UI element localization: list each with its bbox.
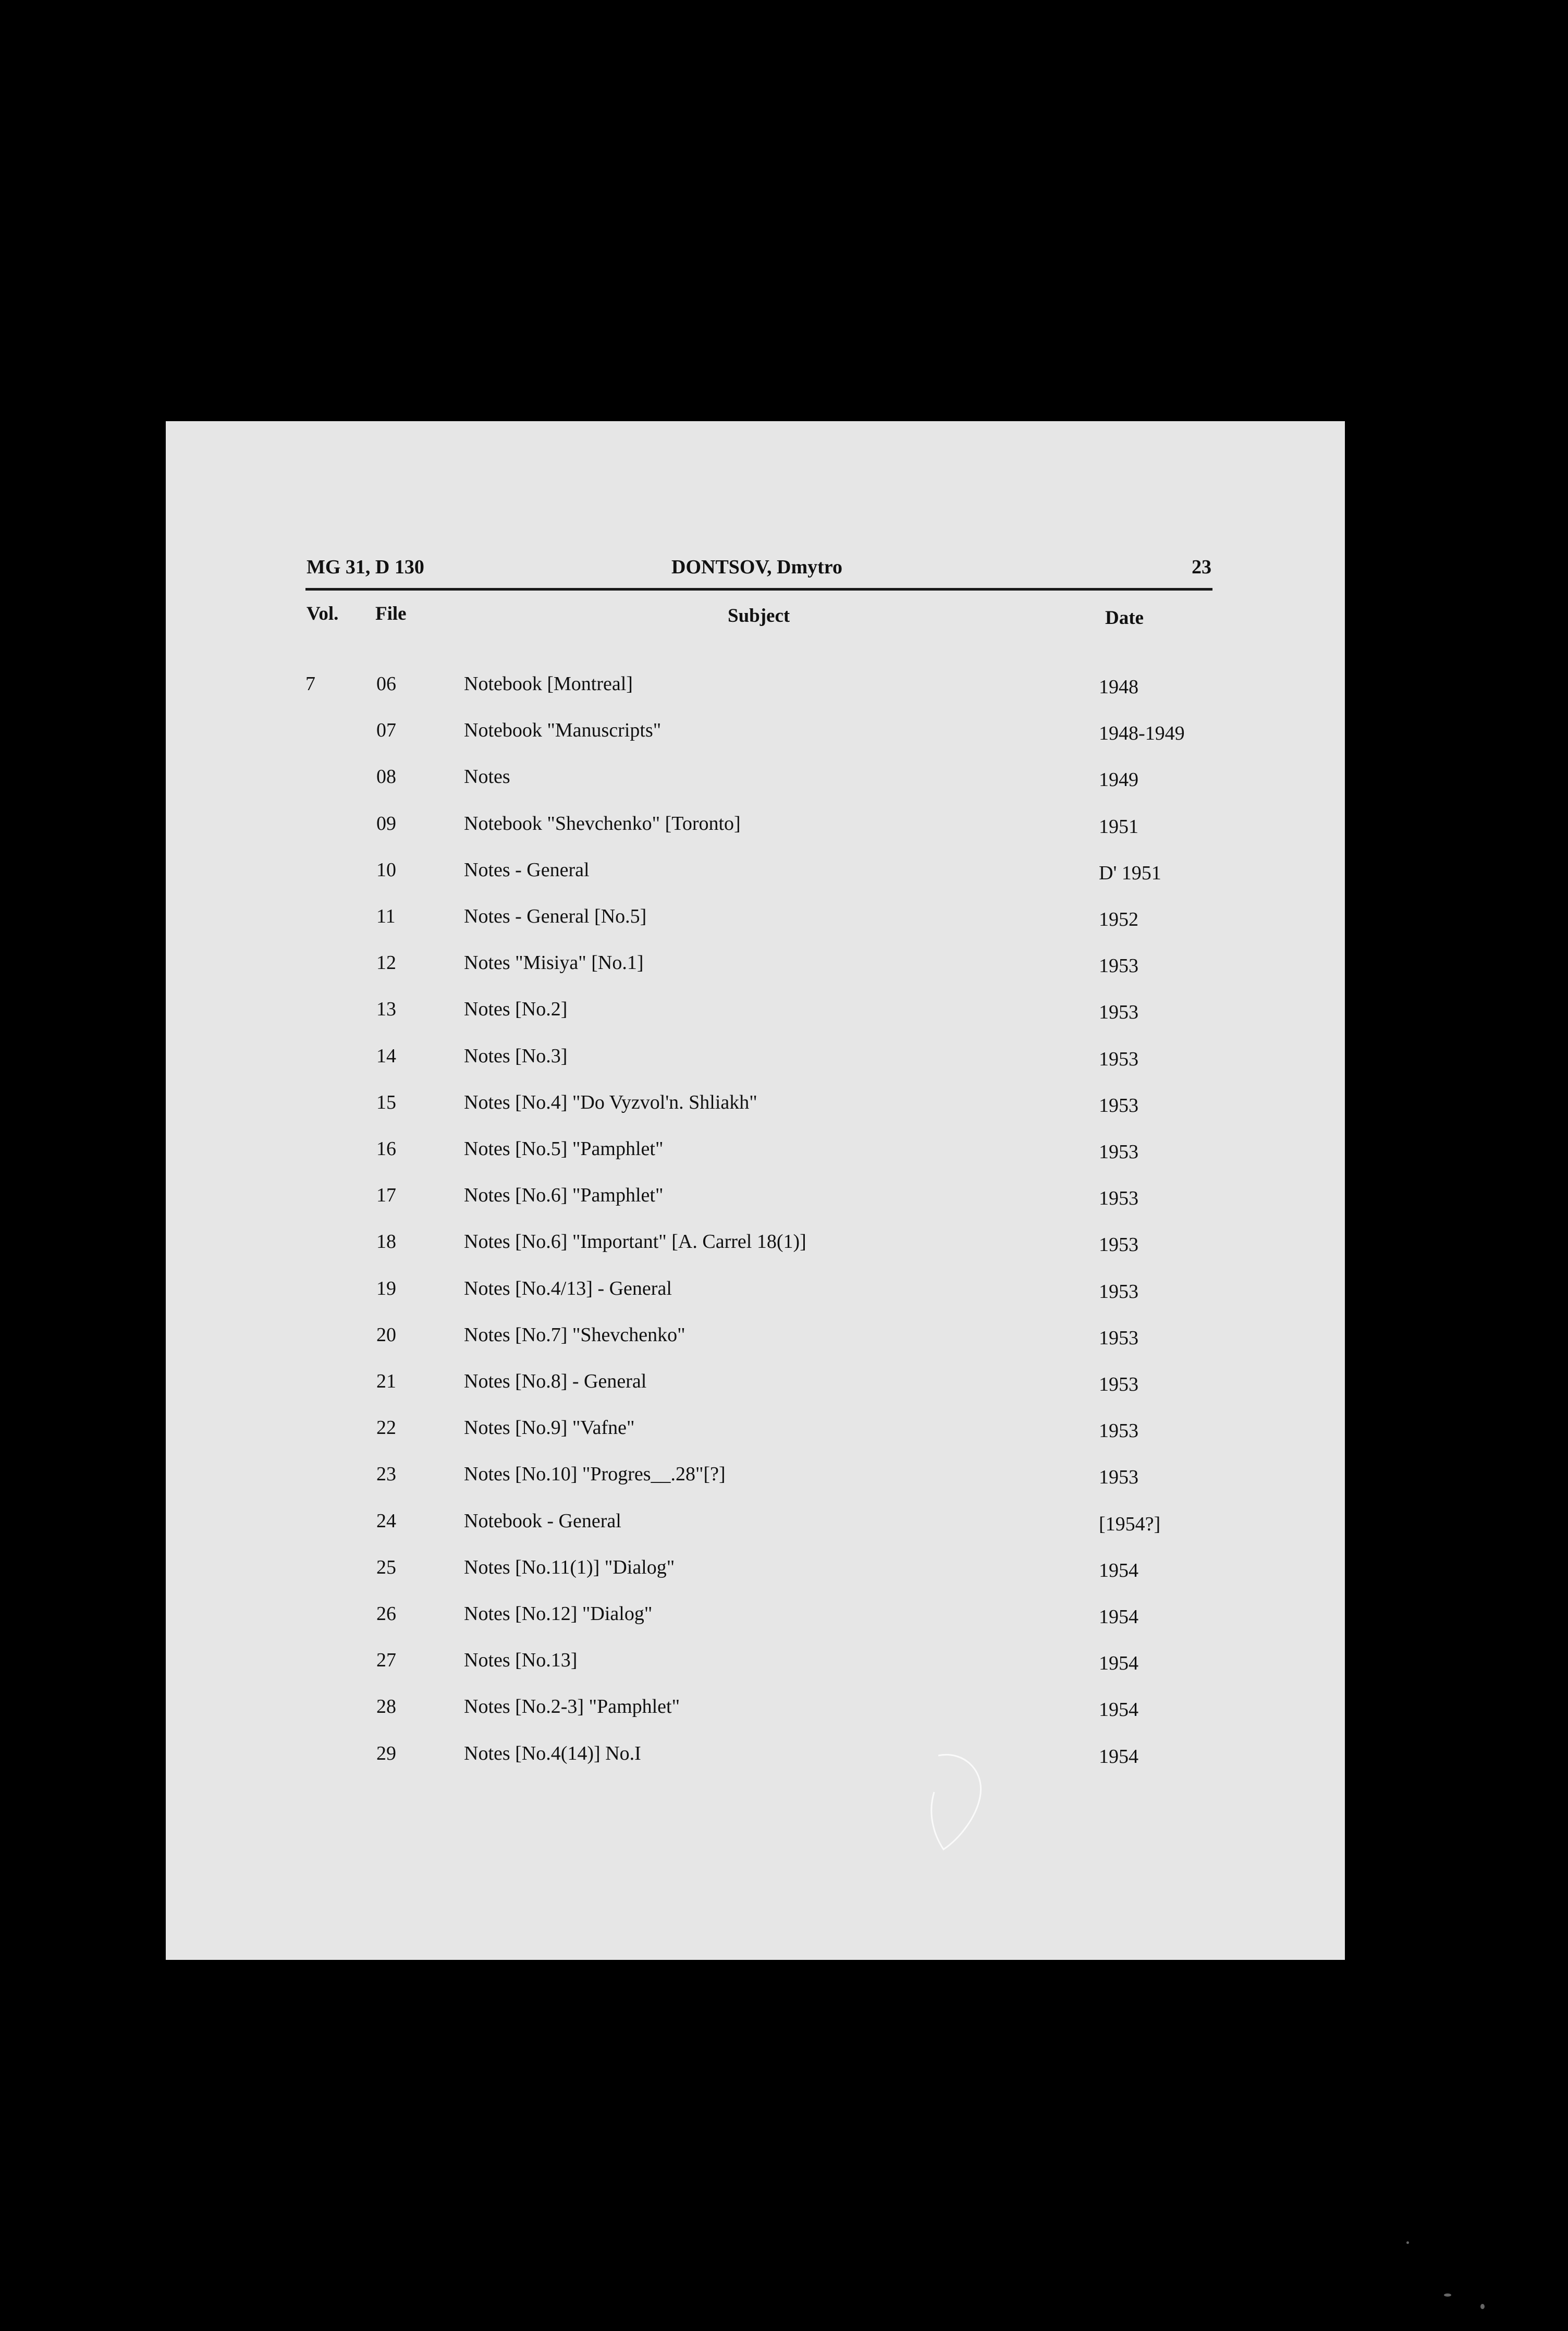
row-file-number: 19	[376, 1277, 396, 1299]
pencil-mark	[928, 1750, 990, 1855]
row-date: 1953	[1099, 1327, 1138, 1349]
row-subject: Notebook "Manuscripts"	[464, 719, 662, 742]
row-file-number: 10	[376, 858, 396, 881]
scan-speck	[1444, 2293, 1451, 2297]
row-date: 1953	[1099, 1420, 1138, 1442]
row-date: 1953	[1099, 1280, 1138, 1303]
row-subject: Notes [No.6] "Important" [A. Carrel 18(1)]	[464, 1231, 806, 1253]
table-row	[166, 1742, 1345, 1773]
column-header-file: File	[375, 603, 407, 624]
row-date: 1953	[1099, 1141, 1138, 1163]
fonds-reference: MG 31, D 130	[307, 556, 424, 578]
row-subject: Notes [No.11(1)] "Dialog"	[464, 1556, 675, 1578]
row-date: [1954?]	[1099, 1513, 1161, 1535]
row-date: 1954	[1099, 1652, 1138, 1675]
row-date: 1952	[1099, 909, 1138, 930]
column-header-date: Date	[1105, 607, 1144, 629]
table-row	[166, 719, 1345, 750]
row-subject: Notes [No.4(14)] No.I	[464, 1742, 641, 1764]
table-row	[166, 1091, 1345, 1122]
row-subject: Notes [No.9] "Vafne"	[464, 1417, 635, 1439]
row-subject: Notes [No.12] "Dialog"	[464, 1603, 653, 1625]
table-row	[166, 1137, 1345, 1169]
row-date: 1948-1949	[1099, 722, 1185, 745]
table-row	[166, 812, 1345, 843]
table-row	[166, 765, 1345, 796]
page-title: DONTSOV, Dmytro	[671, 556, 842, 578]
table-row	[166, 1510, 1345, 1541]
table-row	[166, 998, 1345, 1029]
table-row	[166, 1277, 1345, 1308]
row-file-number: 22	[376, 1417, 396, 1439]
table-row	[166, 1695, 1345, 1726]
row-file-number: 17	[376, 1184, 396, 1207]
table-row	[166, 1370, 1345, 1401]
row-subject: Notes [No.7] "Shevchenko"	[464, 1323, 685, 1346]
row-file-number: 09	[376, 812, 396, 835]
row-file-number: 21	[376, 1370, 396, 1392]
row-date: 1953	[1099, 1187, 1138, 1210]
row-date: 1953	[1099, 1373, 1138, 1395]
header-rule	[305, 588, 1212, 591]
row-subject: Notes [No.13]	[464, 1649, 578, 1672]
table-row	[166, 1649, 1345, 1680]
table-row	[166, 672, 1345, 704]
row-date: 1953	[1099, 1094, 1138, 1117]
table-row	[166, 1184, 1345, 1215]
row-subject: Notes - General	[464, 858, 590, 881]
row-subject: Notes [No.2]	[464, 998, 568, 1021]
row-date: 1953	[1099, 955, 1138, 977]
row-file-number: 28	[376, 1696, 396, 1718]
row-file-number: 13	[376, 998, 396, 1021]
page-number: 23	[1192, 556, 1211, 578]
row-file-number: 25	[376, 1556, 396, 1578]
row-subject: Notes	[464, 766, 510, 788]
row-date: 1953	[1099, 1048, 1138, 1070]
row-file-number: 07	[376, 719, 396, 742]
row-date: 1953	[1099, 1001, 1138, 1024]
row-date: 1951	[1099, 815, 1138, 838]
row-subject: Notes [No.4/13] - General	[464, 1277, 672, 1299]
row-date: 1954	[1099, 1699, 1138, 1721]
table-row	[166, 1602, 1345, 1634]
row-subject: Notes [No.6] "Pamphlet"	[464, 1184, 664, 1207]
row-subject: Notes [No.4] "Do Vyzvol'n. Shliakh"	[464, 1091, 757, 1113]
table-row	[166, 1416, 1345, 1447]
row-file-number: 08	[376, 766, 396, 788]
row-date: 1948	[1099, 676, 1138, 698]
scan-speck	[1406, 2241, 1409, 2244]
row-file-number: 16	[376, 1138, 396, 1160]
table-row	[166, 1556, 1345, 1587]
table-row	[166, 1463, 1345, 1494]
row-file-number: 26	[376, 1603, 396, 1625]
row-file-number: 20	[376, 1323, 396, 1346]
row-date: 1949	[1099, 769, 1138, 791]
row-date: 1954	[1099, 1606, 1138, 1628]
row-subject: Notes "Misiya" [No.1]	[464, 952, 644, 974]
table-row	[166, 858, 1345, 890]
row-date: 1953	[1099, 1234, 1138, 1256]
row-subject: Notes [No.8] - General	[464, 1370, 647, 1392]
row-file-number: 23	[376, 1463, 396, 1486]
row-subject: Notes [No.5] "Pamphlet"	[464, 1138, 664, 1160]
document-page	[166, 421, 1345, 1960]
row-date: D' 1951	[1099, 862, 1161, 884]
row-date: 1954	[1099, 1745, 1138, 1768]
row-subject: Notes - General [No.5]	[464, 905, 647, 927]
table-row	[166, 1230, 1345, 1261]
row-date: 1954	[1099, 1559, 1138, 1581]
row-file-number: 29	[376, 1742, 396, 1764]
row-subject: Notebook - General	[464, 1510, 621, 1532]
row-subject: Notes [No.3]	[464, 1045, 568, 1067]
row-file-number: 14	[376, 1045, 396, 1067]
row-date: 1953	[1099, 1466, 1138, 1489]
table-row	[166, 951, 1345, 983]
row-file-number: 27	[376, 1649, 396, 1672]
row-file-number: 15	[376, 1091, 396, 1113]
column-header-vol: Vol.	[307, 603, 339, 624]
row-subject: Notebook [Montreal]	[464, 673, 633, 695]
table-row	[166, 1045, 1345, 1076]
table-row	[166, 905, 1345, 936]
row-file-number: 06	[376, 673, 396, 695]
row-file-number: 24	[376, 1510, 396, 1532]
row-subject: Notes [No.2-3] "Pamphlet"	[464, 1696, 680, 1718]
row-subject: Notebook "Shevchenko" [Toronto]	[464, 812, 741, 835]
row-vol: 7	[305, 673, 315, 695]
row-file-number: 18	[376, 1231, 396, 1253]
scan-speck	[1480, 2304, 1485, 2309]
row-file-number: 11	[376, 905, 396, 927]
row-file-number: 12	[376, 952, 396, 974]
row-subject: Notes [No.10] "Progres__.28"[?]	[464, 1463, 726, 1486]
table-row	[166, 1323, 1345, 1355]
column-header-subject: Subject	[728, 605, 790, 627]
